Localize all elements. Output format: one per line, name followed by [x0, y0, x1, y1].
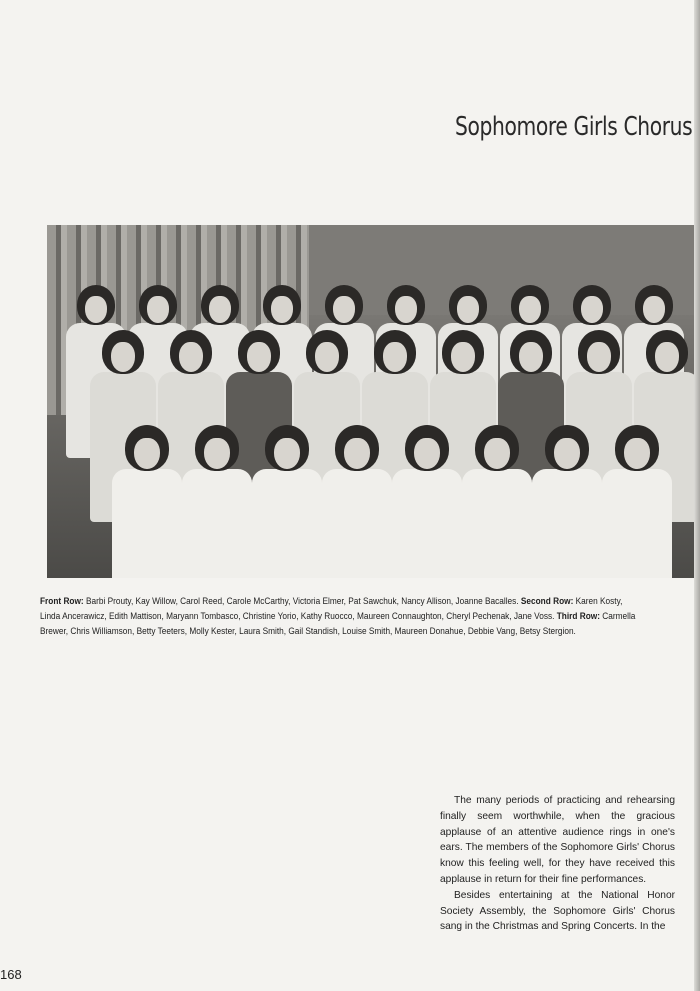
front-row-label: Front Row: — [40, 596, 84, 606]
third-row-label: Third Row: — [556, 611, 600, 621]
book-gutter — [694, 0, 700, 991]
page-title: Sophomore Girls Chorus — [455, 112, 693, 142]
chorus-group-photo — [47, 225, 700, 578]
second-row-label: Second Row: — [520, 596, 574, 606]
article-paragraph: The many periods of practicing and rehearsing finally seem worthwhile, when the gracious applause of an attentive audience rings in one's ears. The members of the Sophomore Girls' Chorus know this feeling well, for they have received this applause in return for their fine performances. — [440, 795, 675, 885]
article-body — [440, 793, 675, 935]
photo-caption — [40, 594, 642, 639]
page-number: 168 — [0, 967, 22, 982]
front-row-names: Barbi Prouty, Kay Willow, Carol Reed, Carole McCarthy, Victoria Elmer, Pat Sawchuk, Nancy Allison, Joanne Bacalles. — [83, 596, 521, 606]
third-row-names: Carmella Brewer, Chris Williamson, Betty Teeters, Molly Kester, Laura Smith, Gail Standish, Louise Smith, Maureen Donahue, Debbie Vang, Betsy Stergion. — [40, 611, 636, 636]
article-paragraph: Besides entertaining at the National Honor Society Assembly, the Sophomore Girls' Chorus sang in the Christmas and Spring Concerts. In the — [440, 889, 675, 933]
second-row-names: Karen Kosty, Linda Ancerawicz, Edith Mattison, Maryann Tombasco, Christine Yorio, Kathy Ruocco, Maureen Connaughton, Cheryl Pechenak, Jane Voss. — [40, 596, 623, 621]
